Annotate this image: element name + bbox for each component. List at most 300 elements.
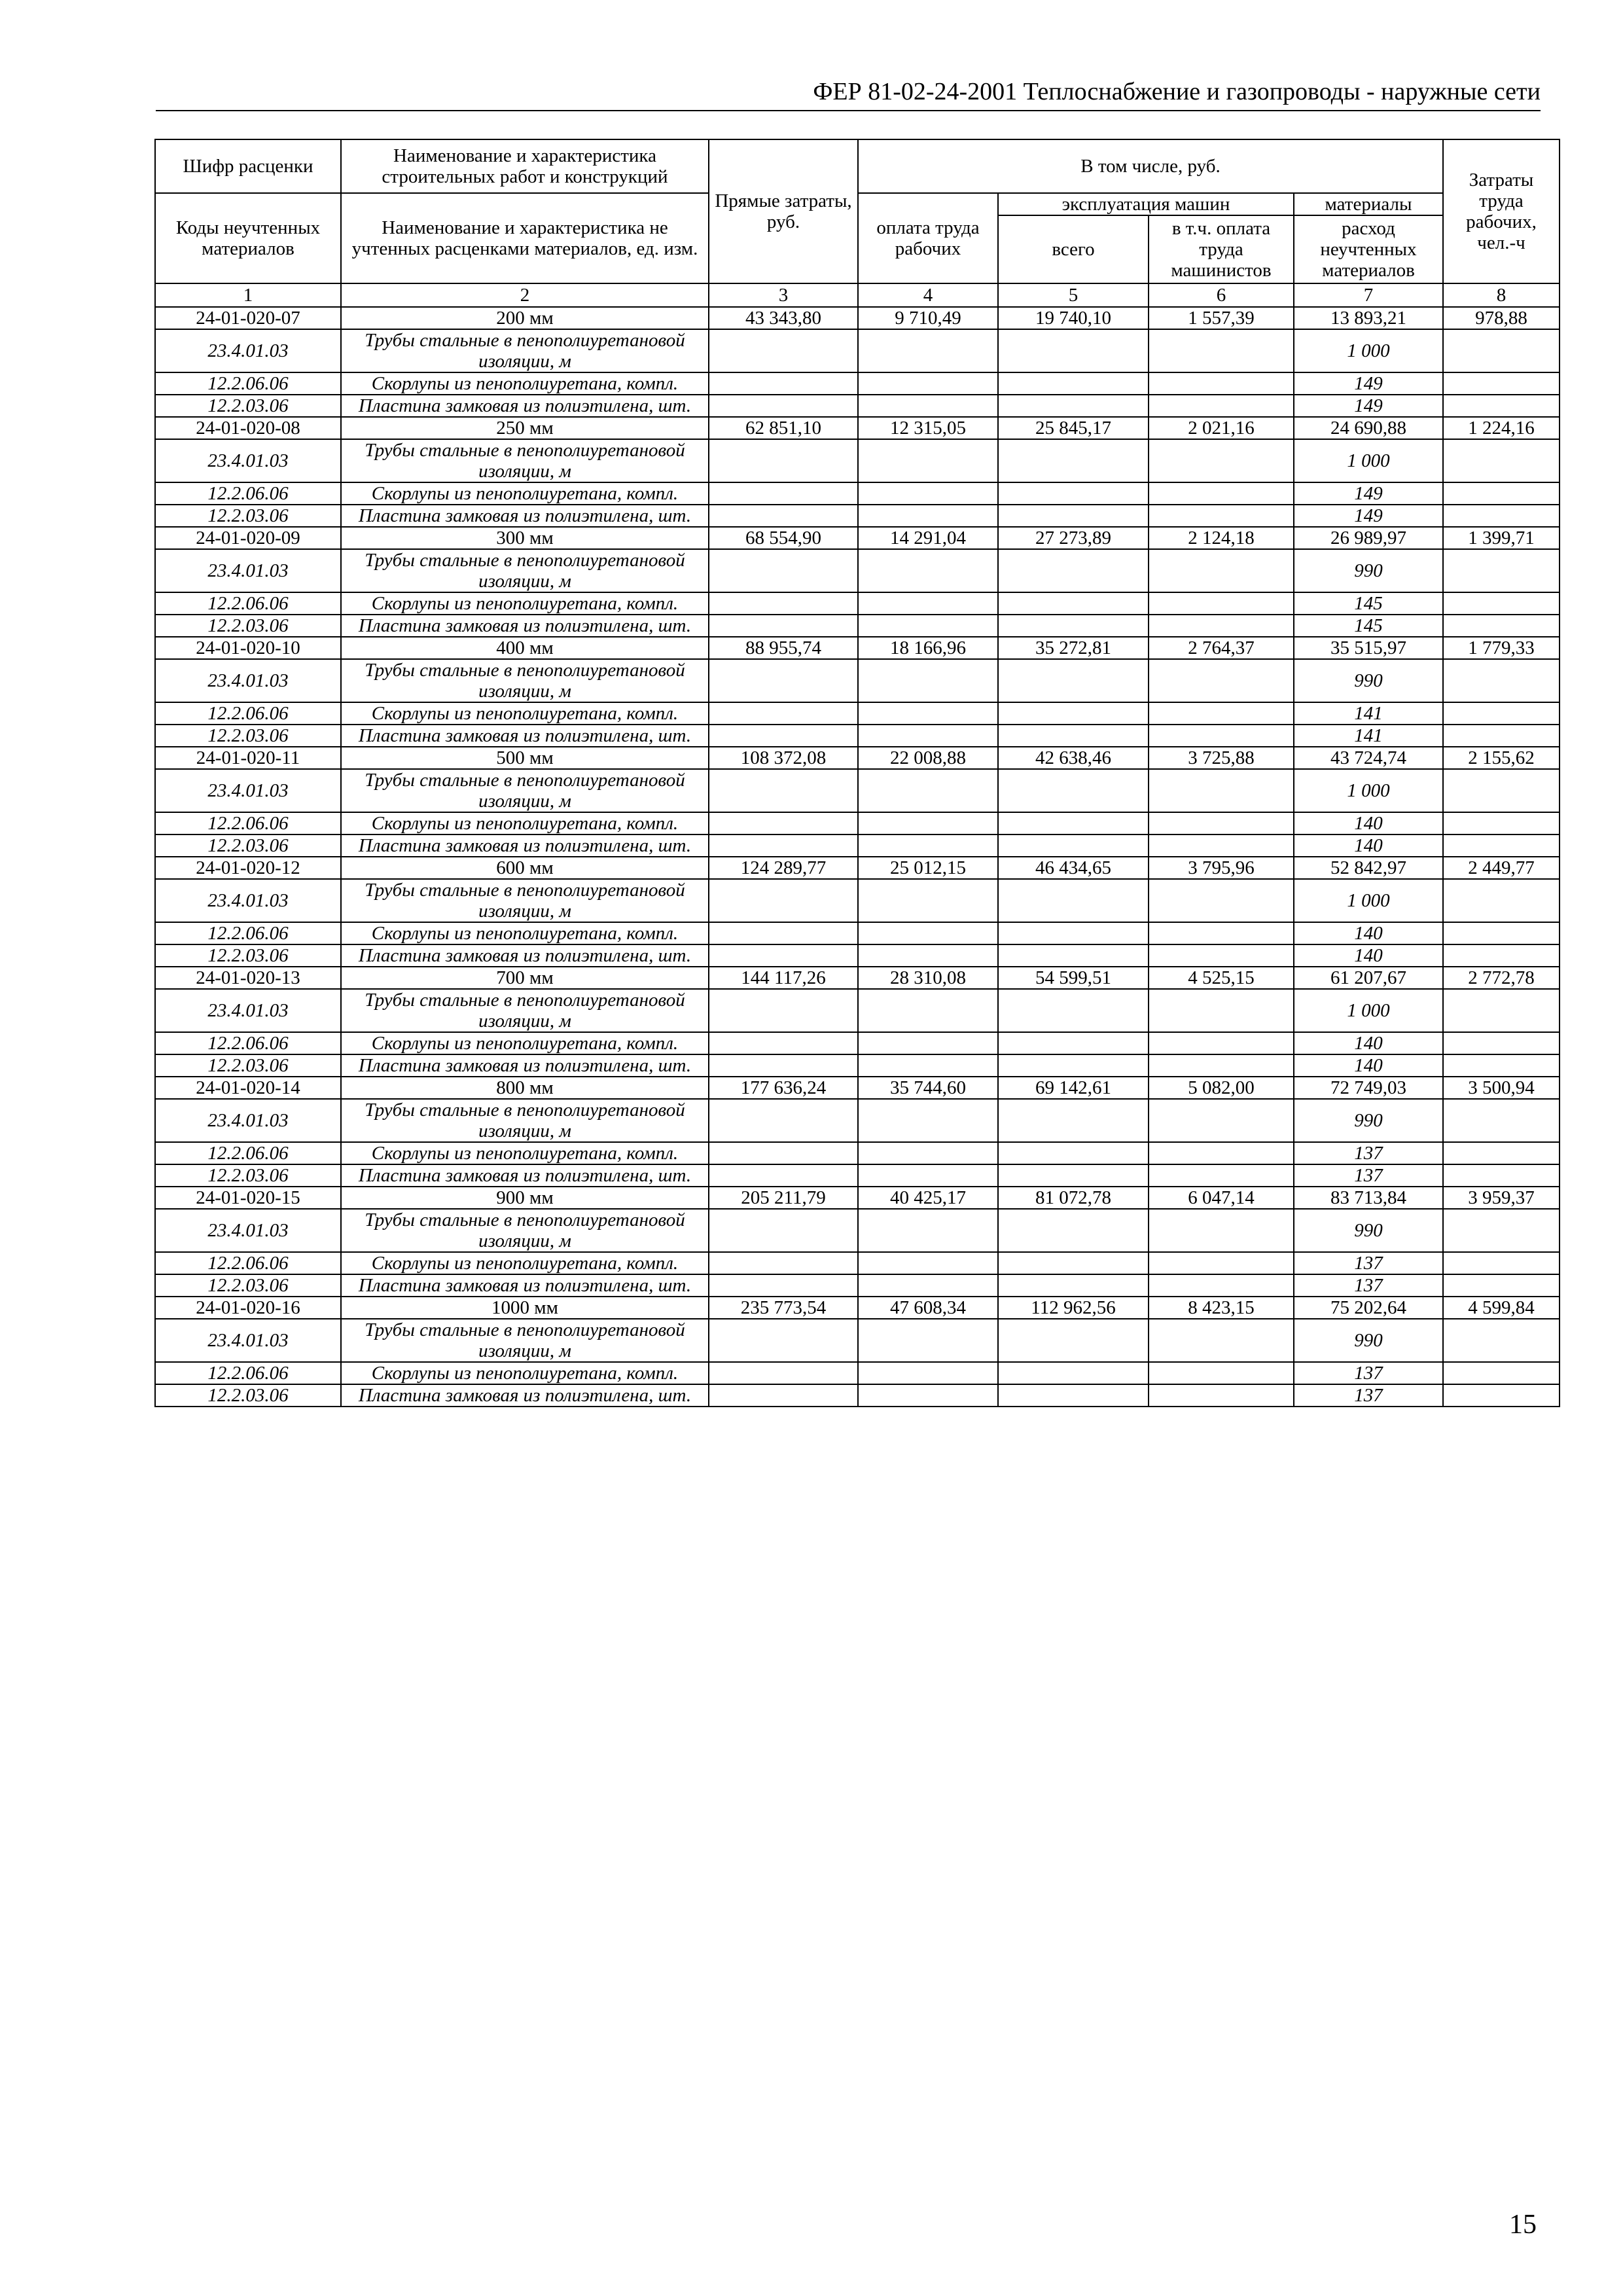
labor-pay: 47 608,34 [858,1297,998,1319]
material-name: Пластина замковая из полиэтилена, шт. [341,615,709,637]
material-code: 12.2.06.06 [155,372,341,395]
material-quantity: 141 [1294,725,1443,747]
machines-total: 54 599,51 [998,967,1149,989]
empty-cell [709,1142,858,1164]
empty-cell [709,1384,858,1407]
empty-cell [1443,659,1560,702]
material-row [155,922,1560,944]
empty-cell [858,1252,998,1274]
material-row [155,702,1560,725]
direct-costs: 124 289,77 [709,857,858,879]
empty-cell [998,944,1149,967]
empty-cell [1149,989,1294,1032]
material-row [155,592,1560,615]
material-quantity: 1 000 [1294,769,1443,812]
empty-cell [1443,1142,1560,1164]
empty-cell [998,1142,1149,1164]
labor-hours: 2 449,77 [1443,857,1560,879]
empty-cell [1149,1362,1294,1384]
rate-row [155,857,1560,879]
material-code: 12.2.03.06 [155,615,341,637]
machinists-pay: 8 423,15 [1149,1297,1294,1319]
material-code: 12.2.06.06 [155,1362,341,1384]
empty-cell [998,329,1149,372]
labor-hours: 3 959,37 [1443,1187,1560,1209]
empty-cell [1443,922,1560,944]
material-code: 23.4.01.03 [155,769,341,812]
empty-cell [1149,834,1294,857]
empty-cell [1149,1252,1294,1274]
empty-cell [998,1099,1149,1142]
header-material-codes: Коды неучтенных материалов [155,193,341,283]
material-name: Пластина замковая из полиэтилена, шт. [341,834,709,857]
material-code: 12.2.06.06 [155,922,341,944]
labor-pay: 18 166,96 [858,637,998,659]
empty-cell [1149,1032,1294,1054]
rate-name: 300 мм [341,527,709,549]
column-number: 6 [1149,283,1294,307]
page-number: 15 [1509,2210,1537,2240]
header-unaccounted-materials: расход неучтенных материалов [1294,215,1443,283]
empty-cell [1443,1209,1560,1252]
machinists-pay: 2 124,18 [1149,527,1294,549]
material-row [155,1319,1560,1362]
table-header [155,139,1560,307]
empty-cell [1443,1384,1560,1407]
empty-cell [1443,834,1560,857]
empty-cell [858,702,998,725]
materials-cost: 35 515,97 [1294,637,1443,659]
empty-cell [998,592,1149,615]
materials-cost: 43 724,74 [1294,747,1443,769]
empty-cell [998,1274,1149,1297]
material-name: Скорлупы из пенополиуретана, компл. [341,482,709,505]
empty-cell [709,659,858,702]
empty-cell [858,615,998,637]
material-quantity: 140 [1294,1032,1443,1054]
machines-total: 112 962,56 [998,1297,1149,1319]
empty-cell [998,769,1149,812]
materials-cost: 13 893,21 [1294,307,1443,329]
empty-cell [998,482,1149,505]
material-name: Скорлупы из пенополиуретана, компл. [341,1362,709,1384]
material-name: Скорлупы из пенополиуретана, компл. [341,702,709,725]
empty-cell [858,812,998,834]
direct-costs: 68 554,90 [709,527,858,549]
rate-row [155,417,1560,439]
labor-hours: 1 224,16 [1443,417,1560,439]
empty-cell [1149,944,1294,967]
material-quantity: 137 [1294,1164,1443,1187]
machines-total: 81 072,78 [998,1187,1149,1209]
header-materials: материалы [1294,193,1443,215]
empty-cell [1443,1274,1560,1297]
empty-cell [1149,1209,1294,1252]
direct-costs: 88 955,74 [709,637,858,659]
empty-cell [998,549,1149,592]
empty-cell [1149,615,1294,637]
empty-cell [858,592,998,615]
material-row [155,812,1560,834]
empty-cell [1149,1384,1294,1407]
rate-row [155,1077,1560,1099]
empty-cell [858,1209,998,1252]
material-row [155,372,1560,395]
empty-cell [998,1032,1149,1054]
material-row [155,1252,1560,1274]
material-name: Пластина замковая из полиэтилена, шт. [341,1054,709,1077]
empty-cell [1149,1274,1294,1297]
empty-cell [1149,439,1294,482]
empty-cell [998,659,1149,702]
empty-cell [858,1319,998,1362]
empty-cell [998,989,1149,1032]
material-name: Скорлупы из пенополиуретана, компл. [341,1032,709,1054]
empty-cell [1443,549,1560,592]
empty-cell [858,1384,998,1407]
materials-cost: 75 202,64 [1294,1297,1443,1319]
material-row [155,989,1560,1032]
empty-cell [1149,482,1294,505]
empty-cell [1443,372,1560,395]
empty-cell [709,505,858,527]
material-code: 23.4.01.03 [155,329,341,372]
empty-cell [858,922,998,944]
material-quantity: 140 [1294,812,1443,834]
empty-cell [998,395,1149,417]
header-labor-hours: Затраты труда рабочих, чел.-ч [1443,139,1560,283]
materials-cost: 83 713,84 [1294,1187,1443,1209]
labor-pay: 35 744,60 [858,1077,998,1099]
material-name: Трубы стальные в пенополиуретановой изоляции, м [341,659,709,702]
header-direct-costs: Прямые затраты, руб. [709,139,858,283]
empty-cell [858,439,998,482]
rate-name: 800 мм [341,1077,709,1099]
material-code: 12.2.06.06 [155,1032,341,1054]
material-quantity: 149 [1294,505,1443,527]
material-quantity: 140 [1294,922,1443,944]
material-quantity: 149 [1294,482,1443,505]
material-row [155,1362,1560,1384]
material-code: 23.4.01.03 [155,439,341,482]
column-number: 1 [155,283,341,307]
material-quantity: 137 [1294,1142,1443,1164]
material-quantity: 990 [1294,659,1443,702]
empty-cell [998,812,1149,834]
direct-costs: 205 211,79 [709,1187,858,1209]
empty-cell [1443,615,1560,637]
material-row [155,834,1560,857]
empty-cell [1443,439,1560,482]
empty-cell [1149,395,1294,417]
material-code: 23.4.01.03 [155,1209,341,1252]
empty-cell [1443,989,1560,1032]
material-code: 12.2.03.06 [155,1384,341,1407]
rate-row [155,1187,1560,1209]
empty-cell [709,395,858,417]
empty-cell [858,659,998,702]
column-number: 3 [709,283,858,307]
empty-cell [1443,505,1560,527]
material-name: Трубы стальные в пенополиуретановой изоляции, м [341,549,709,592]
labor-pay: 14 291,04 [858,527,998,549]
rate-code: 24-01-020-13 [155,967,341,989]
material-code: 12.2.06.06 [155,812,341,834]
empty-cell [709,1362,858,1384]
rate-code: 24-01-020-16 [155,1297,341,1319]
rate-row [155,307,1560,329]
labor-pay: 40 425,17 [858,1187,998,1209]
header-machines: эксплуатация машин [998,193,1294,215]
machinists-pay: 5 082,00 [1149,1077,1294,1099]
material-code: 12.2.03.06 [155,505,341,527]
empty-cell [998,615,1149,637]
material-code: 12.2.03.06 [155,1054,341,1077]
empty-cell [998,879,1149,922]
material-quantity: 145 [1294,615,1443,637]
empty-cell [998,725,1149,747]
empty-cell [858,1274,998,1297]
empty-cell [1149,549,1294,592]
header-machinists-pay: в т.ч. оплата труда машинистов [1149,215,1294,283]
machines-total: 25 845,17 [998,417,1149,439]
material-row [155,439,1560,482]
labor-pay: 25 012,15 [858,857,998,879]
rate-name: 400 мм [341,637,709,659]
empty-cell [1149,1142,1294,1164]
empty-cell [709,1319,858,1362]
empty-cell [709,1054,858,1077]
machinists-pay: 2 764,37 [1149,637,1294,659]
empty-cell [998,834,1149,857]
labor-pay: 22 008,88 [858,747,998,769]
empty-cell [998,372,1149,395]
empty-cell [709,439,858,482]
header-rate-code: Шифр расценки [155,139,341,193]
empty-cell [998,1209,1149,1252]
material-quantity: 145 [1294,592,1443,615]
material-row [155,769,1560,812]
empty-cell [1443,812,1560,834]
column-number: 7 [1294,283,1443,307]
empty-cell [709,1252,858,1274]
material-row [155,944,1560,967]
empty-cell [998,1362,1149,1384]
direct-costs: 43 343,80 [709,307,858,329]
empty-cell [709,1164,858,1187]
labor-pay: 12 315,05 [858,417,998,439]
empty-cell [709,615,858,637]
machines-total: 35 272,81 [998,637,1149,659]
material-quantity: 137 [1294,1252,1443,1274]
empty-cell [998,439,1149,482]
material-name: Скорлупы из пенополиуретана, компл. [341,1252,709,1274]
empty-cell [709,944,858,967]
material-quantity: 990 [1294,549,1443,592]
material-code: 12.2.06.06 [155,702,341,725]
empty-cell [1443,1252,1560,1274]
rate-row [155,1297,1560,1319]
machinists-pay: 2 021,16 [1149,417,1294,439]
material-quantity: 137 [1294,1384,1443,1407]
material-name: Скорлупы из пенополиуретана, компл. [341,812,709,834]
labor-hours: 1 779,33 [1443,637,1560,659]
empty-cell [1149,702,1294,725]
material-code: 23.4.01.03 [155,989,341,1032]
empty-cell [858,505,998,527]
material-name: Скорлупы из пенополиуретана, компл. [341,372,709,395]
empty-cell [709,1274,858,1297]
header-labor-pay: оплата труда рабочих [858,193,998,283]
empty-cell [709,812,858,834]
column-number: 2 [341,283,709,307]
labor-hours: 2 772,78 [1443,967,1560,989]
empty-cell [858,549,998,592]
material-quantity: 140 [1294,834,1443,857]
material-name: Трубы стальные в пенополиуретановой изоляции, м [341,769,709,812]
labor-hours: 978,88 [1443,307,1560,329]
material-name: Трубы стальные в пенополиуретановой изоляции, м [341,1209,709,1252]
column-number: 5 [998,283,1149,307]
material-name: Трубы стальные в пенополиуретановой изоляции, м [341,439,709,482]
empty-cell [1149,812,1294,834]
labor-hours: 1 399,71 [1443,527,1560,549]
empty-cell [1149,1164,1294,1187]
empty-cell [1149,1054,1294,1077]
rate-name: 500 мм [341,747,709,769]
empty-cell [1443,1032,1560,1054]
material-name: Пластина замковая из полиэтилена, шт. [341,725,709,747]
material-row [155,329,1560,372]
material-name: Пластина замковая из полиэтилена, шт. [341,1384,709,1407]
labor-hours: 3 500,94 [1443,1077,1560,1099]
empty-cell [1443,395,1560,417]
material-quantity: 1 000 [1294,439,1443,482]
material-code: 23.4.01.03 [155,1319,341,1362]
material-row [155,659,1560,702]
labor-pay: 28 310,08 [858,967,998,989]
empty-cell [1443,592,1560,615]
material-row [155,615,1560,637]
materials-cost: 52 842,97 [1294,857,1443,879]
empty-cell [1443,1164,1560,1187]
header-work-name: Наименование и характеристика строительных работ и конструкций [341,139,709,193]
machinists-pay: 1 557,39 [1149,307,1294,329]
material-name: Трубы стальные в пенополиуретановой изоляции, м [341,1099,709,1142]
column-number: 4 [858,283,998,307]
empty-cell [998,1384,1149,1407]
empty-cell [858,769,998,812]
labor-hours: 4 599,84 [1443,1297,1560,1319]
material-name: Пластина замковая из полиэтилена, шт. [341,1164,709,1187]
empty-cell [858,1032,998,1054]
material-row [155,879,1560,922]
empty-cell [858,725,998,747]
material-code: 23.4.01.03 [155,549,341,592]
empty-cell [858,1099,998,1142]
material-quantity: 141 [1294,702,1443,725]
material-row [155,1054,1560,1077]
table-body [155,307,1560,1407]
empty-cell [1149,769,1294,812]
rate-code: 24-01-020-09 [155,527,341,549]
empty-cell [998,922,1149,944]
material-quantity: 990 [1294,1209,1443,1252]
empty-cell [709,592,858,615]
empty-cell [709,1032,858,1054]
empty-cell [709,725,858,747]
empty-cell [709,702,858,725]
empty-cell [709,879,858,922]
empty-cell [1149,879,1294,922]
empty-cell [1149,505,1294,527]
material-name: Пластина замковая из полиэтилена, шт. [341,1274,709,1297]
empty-cell [858,1362,998,1384]
empty-cell [1149,329,1294,372]
material-row [155,725,1560,747]
rate-row [155,637,1560,659]
empty-cell [709,922,858,944]
material-code: 23.4.01.03 [155,879,341,922]
empty-cell [858,879,998,922]
material-code: 12.2.06.06 [155,482,341,505]
empty-cell [1443,1054,1560,1077]
rate-name: 900 мм [341,1187,709,1209]
empty-cell [709,769,858,812]
material-row [155,505,1560,527]
material-code: 12.2.03.06 [155,395,341,417]
rate-code: 24-01-020-14 [155,1077,341,1099]
material-name: Трубы стальные в пенополиуретановой изоляции, м [341,879,709,922]
material-code: 12.2.06.06 [155,1252,341,1274]
material-row [155,1142,1560,1164]
rate-code: 24-01-020-10 [155,637,341,659]
rate-name: 250 мм [341,417,709,439]
material-row [155,549,1560,592]
rate-name: 1000 мм [341,1297,709,1319]
machines-total: 27 273,89 [998,527,1149,549]
empty-cell [858,372,998,395]
material-code: 12.2.06.06 [155,592,341,615]
material-name: Скорлупы из пенополиуретана, компл. [341,592,709,615]
empty-cell [709,372,858,395]
material-name: Пластина замковая из полиэтилена, шт. [341,944,709,967]
material-row [155,1274,1560,1297]
materials-cost: 61 207,67 [1294,967,1443,989]
empty-cell [1149,922,1294,944]
column-numbers-row [155,283,1560,307]
rate-code: 24-01-020-07 [155,307,341,329]
direct-costs: 177 636,24 [709,1077,858,1099]
empty-cell [1149,1319,1294,1362]
document-title: ФЕР 81-02-24-2001 Теплоснабжение и газопроводы - наружные сети [813,78,1541,105]
machinists-pay: 4 525,15 [1149,967,1294,989]
material-name: Пластина замковая из полиэтилена, шт. [341,395,709,417]
header-material-names: Наименование и характеристика не учтенных расценками материалов, ед. изм. [341,193,709,283]
material-name: Трубы стальные в пенополиуретановой изоляции, м [341,989,709,1032]
material-code: 12.2.06.06 [155,1142,341,1164]
direct-costs: 144 117,26 [709,967,858,989]
empty-cell [709,482,858,505]
material-row [155,1099,1560,1142]
material-code: 23.4.01.03 [155,659,341,702]
material-quantity: 137 [1294,1362,1443,1384]
empty-cell [709,989,858,1032]
empty-cell [998,1054,1149,1077]
rate-name: 700 мм [341,967,709,989]
empty-cell [709,329,858,372]
material-quantity: 990 [1294,1099,1443,1142]
